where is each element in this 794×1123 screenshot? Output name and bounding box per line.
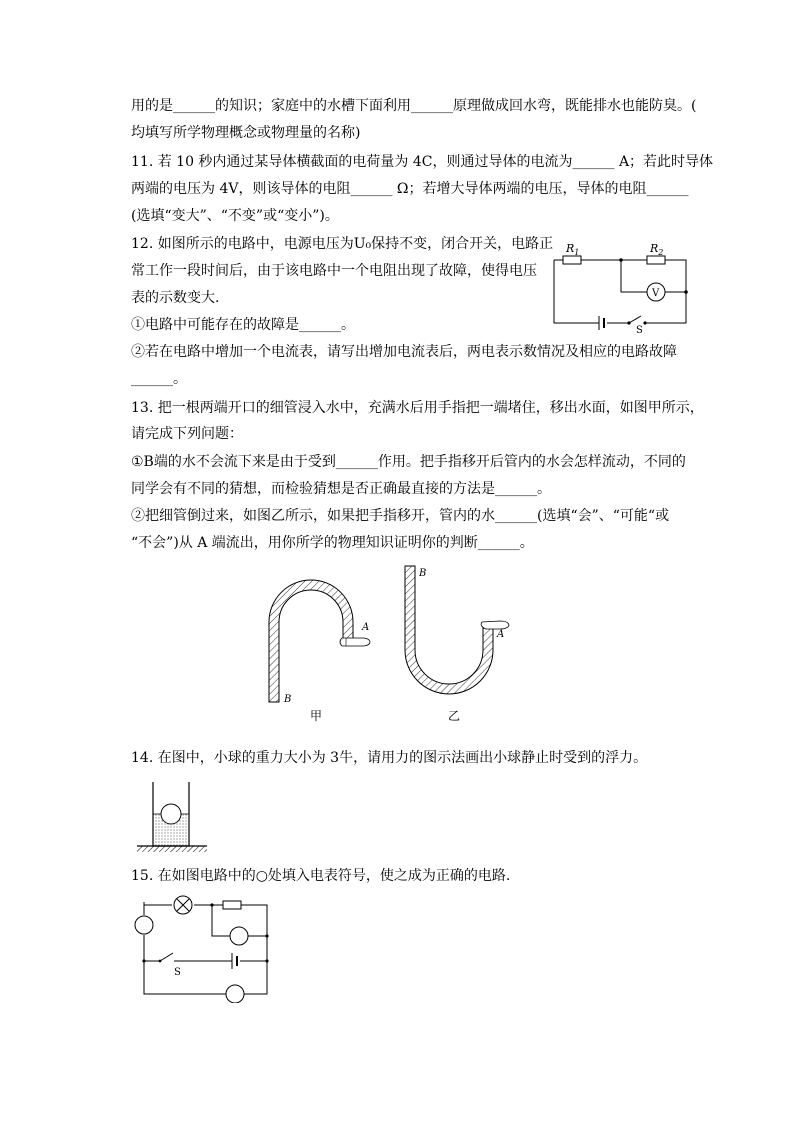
q12-text-line-5: ②若在电路中增加一个电流表，请写出增加电流表后，两电表示数情况及相应的电路故障	[131, 344, 677, 360]
tube-yi	[405, 566, 509, 694]
q11-text-line-2: 两端的电压为 4V，则该导体的电阻______ Ω；若增大导体两端的电压，导体的电阻______	[131, 181, 689, 197]
voltmeter-label: V	[652, 288, 660, 299]
r1-sub: 1	[574, 248, 580, 257]
q12-text-line-3: 表的示数变大.	[131, 290, 220, 306]
resistor-symbol	[223, 901, 241, 909]
q13-text-line-6: “不会”)从 A 端流出，用你所学的物理知识证明你的判断______。	[131, 535, 534, 551]
switch-symbol-q15	[160, 953, 173, 961]
caption-jia: 甲	[310, 709, 323, 723]
q13-text-line-2: 请完成下列问题：	[131, 426, 243, 442]
q13-text-line-1: 13. 把一根两端开口的细管浸入水中，充满水后用手指把一端堵住，移出水面，如图甲所示，	[131, 400, 704, 416]
meter-circle-middle	[230, 927, 248, 945]
tube-jia	[269, 580, 370, 702]
q11-text-line-3: (选填“变大”、“不变”或“变小”)。	[131, 208, 339, 224]
q14-beaker-diagram	[131, 778, 211, 858]
resistor-r1	[563, 256, 581, 264]
q12-text-line-4: ①电路中可能存在的故障是______。	[131, 317, 355, 333]
svg-text:R2	[649, 242, 663, 257]
meter-circle-bottom	[226, 985, 244, 1003]
q14-text-line: 14. 在图中，小球的重力大小为 3牛，请用力的图示法画出小球静止时受到的浮力。	[131, 750, 648, 766]
q11-text-line-1: 11. 若 10 秒内通过某导体横截面的电荷量为 4C，则通过导体的电流为______ A；若此时导体	[131, 154, 714, 170]
r2-sub: 2	[658, 248, 664, 257]
label-b-yi: B	[419, 568, 427, 579]
switch-symbol	[629, 316, 641, 323]
q15-text-line: 15. 在如图电路中的○处填入电表符号，使之成为正确的电路.	[131, 868, 511, 884]
r1-label: R	[566, 242, 575, 255]
q13-tube-diagrams	[260, 562, 560, 727]
resistor-r2	[647, 256, 665, 264]
q13-text-line-5: ②把细管倒过来，如图乙所示，如果把手指移开，管内的水______(选填“会”、“可能“或	[131, 508, 670, 524]
q12-text-line-2: 常工作一段时间后，由于该电路中一个电阻出现了故障，使得电压	[131, 263, 537, 279]
label-a-jia: A	[362, 622, 370, 633]
q12-text-line-6: ______。	[131, 371, 187, 387]
ground-hatch	[137, 846, 207, 852]
q12-text-line-1: 12. 如图所示的电路中，电源电压为U₀保持不变，闭合开关，电路正	[131, 236, 554, 252]
q13-text-line-3: ①B端的水不会流下来是由于受到______作用。把手指移开后管内的水会怎样流动，不同的	[131, 454, 686, 470]
ball	[161, 804, 181, 824]
meter-circle-left	[135, 916, 153, 934]
finger-jia	[340, 638, 370, 646]
q10-text-line-1: 用的是______的知识；家庭中的水槽下面利用______原理做成回水弯，既能排水也能防臭。(	[131, 98, 697, 114]
q13-text-line-4: 同学会有不同的猜想，而检验猜想是否正确最直接的方法是______。	[131, 481, 551, 497]
q15-circuit-diagram	[130, 893, 280, 1003]
caption-yi: 乙	[448, 709, 461, 723]
q12-circuit-diagram	[545, 238, 695, 333]
finger-yi	[481, 621, 509, 629]
switch-label: S	[636, 325, 643, 333]
r2-label: R	[650, 242, 659, 255]
label-a-yi: A	[497, 629, 505, 640]
switch-label-q15: S	[174, 967, 181, 978]
label-b-jia: B	[284, 694, 292, 705]
svg-text:R1	[565, 242, 579, 257]
q10-text-line-2: 均填写所学物理概念或物理量的名称)	[131, 125, 361, 141]
